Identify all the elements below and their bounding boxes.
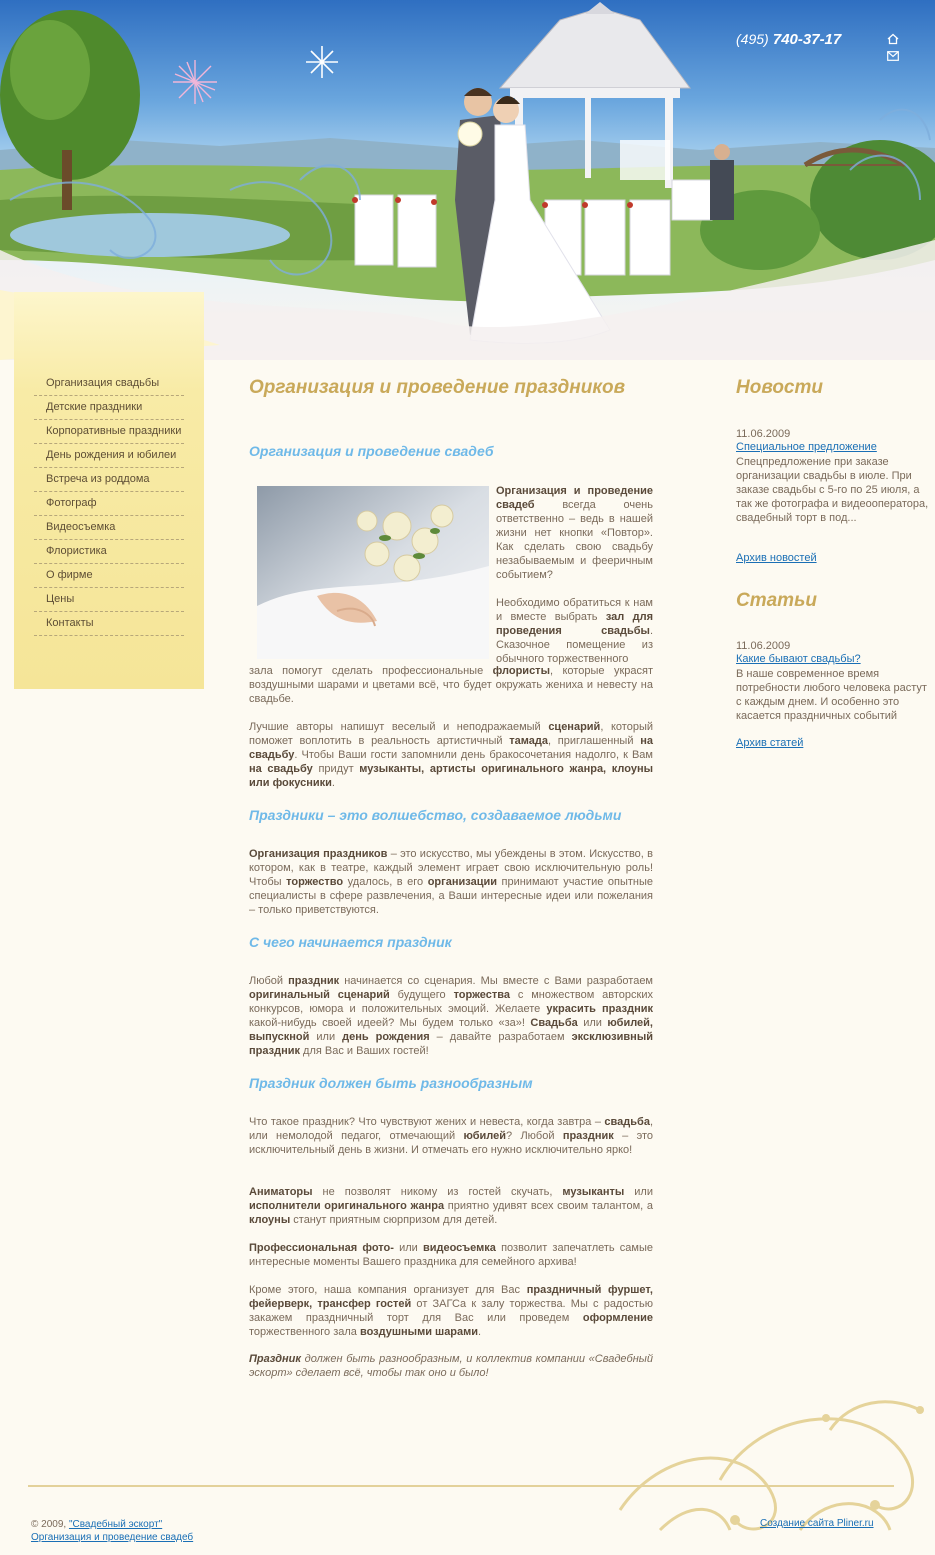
articles-text: В наше современное время потребности любого человека растут с каждым днем. И особенно это касается праздничных событий [736,668,927,722]
text-span: какой-нибудь своей идеей? Мы будем только «за»! [249,1017,531,1029]
copyright [31,1518,193,1544]
text-span: приятно удивят всех своим талантом, а [444,1200,653,1212]
menu-item-kids[interactable]: Детские праздники [34,396,184,420]
intro-text-3: . Сказочное помещение из обычного торжественного [496,625,653,665]
bold-span: украсить праздник [546,1003,653,1015]
text-span: или [393,1242,423,1254]
paragraph-animators [249,1185,653,1227]
bold-span: Профессиональная фото- [249,1242,394,1254]
intro-text [496,484,653,666]
bold-span: оформление [582,1312,653,1324]
menu-item-contacts[interactable]: Контакты [34,612,184,636]
bold-span: исполнители оригинального жанра [249,1200,445,1212]
menu-item-maternity[interactable]: Встреча из роддома [34,468,184,492]
text-span: станут приятным сюрпризом для детей. [290,1214,498,1226]
text-span: не позволят никому из гостей скучать, [312,1186,563,1198]
bold-span: Свадьба [530,1017,578,1029]
menu-item-wedding[interactable]: Организация свадьбы [34,372,184,396]
text-span: Что такое праздник? Что чувствуют жених и невеста, когда завтра – [249,1116,605,1128]
intro-bold-2: зал для проведения свадьбы [496,611,653,637]
text-span: . [478,1326,482,1338]
text-span: , приглашенный [547,735,641,747]
section-title-magic: Праздники – это волшебство, создаваемое людьми [249,807,622,823]
phone-number [736,31,841,48]
page-title: Организация и проведение праздников [249,377,626,398]
menu-item-about[interactable]: О фирме [34,564,184,588]
text-span: , или немолодой педагог, отмечающий [249,1116,653,1142]
text-span: от ЗАГСа к залу торжества. Мы с радостью закажем праздничный торт для Вас или проведем [249,1298,653,1324]
bold-span: юбилей [463,1130,506,1142]
bold-span: свадьба [604,1116,650,1128]
text-span: принимают участие опытные специалисты в сфере развлечения, а Ваши интересные идеи или пожелания – только приветствуются. [249,876,653,916]
bold-span: на свадьбу [249,735,653,761]
text-span: или [577,1017,608,1029]
text-span: будущего [389,989,454,1001]
bold-span: воздушными шарами [359,1326,479,1338]
menu-item-birthday[interactable]: День рождения и юбилеи [34,444,184,468]
footer-divider [28,1485,894,1487]
paragraph-authors [249,720,653,790]
menu-item-prices[interactable]: Цены [34,588,184,612]
mail-icon[interactable] [887,51,899,61]
menu-item-corporate[interactable]: Корпоративные праздники [34,420,184,444]
text-span: начинается со сценария. Мы вместе с Вами разработаем [339,975,653,987]
text-span: должен быть разнообразным, и коллектив компании «Свадебный эскорт» сделает всё, чтобы так оно и было! [249,1353,653,1379]
text-span: – это исключительный день в жизни. И отмечать его нужно исключительно ярко! [249,1130,653,1156]
menu-item-video[interactable]: Видеосъемка [34,516,184,540]
text-span: с множеством авторских конкурсов, юмора и положительных эмоций. Желаете [249,989,653,1015]
text-span: Лучшие авторы напишут веселый и неподражаемый [249,721,549,733]
news-title: Новости [736,377,824,398]
bold-span: тамада [509,735,548,747]
section-title-weddings: Организация и проведение свадеб [249,443,494,459]
text-span: зала помогут сделать профессиональные [249,665,493,677]
articles-title: Статьи [736,590,817,611]
paragraph-florists [249,664,653,706]
bold-span: торжества [453,989,510,1001]
news-date: 11.06.2009 [736,428,791,440]
wedding-bouquet-photo [257,486,489,659]
bold-span: праздник [288,975,340,987]
paragraph-closing [249,1352,653,1380]
bold-span: сценарий [548,721,601,733]
text-span: – давайте разработаем [429,1031,572,1043]
text-span: придут [312,763,360,775]
articles-archive-link[interactable]: Архив статей [736,737,804,749]
menu-item-photographer[interactable]: Фотограф [34,492,184,516]
bold-span: эксклюзивный праздник [249,1031,653,1057]
phone-digits: 740-37-17 [772,31,842,48]
paragraph-extras [249,1283,653,1339]
news-archive-link[interactable]: Архив новостей [736,552,817,564]
section-title-variety: Праздник должен быть разнообразным [249,1075,533,1091]
text-span: . Чтобы Ваши гости запомнили день бракосочетания надолго, к Вам [294,749,653,761]
home-icon[interactable] [887,33,899,45]
text-span: Любой [249,975,289,987]
articles-date: 11.06.2009 [736,640,791,652]
bold-span: Аниматоры [249,1186,313,1198]
paragraph-scenario [249,974,653,1058]
bold-span: флористы [492,665,550,677]
intro-text-2: Необходимо обратиться к нам и вместе выбрать [496,597,653,623]
company-link[interactable]: "Свадебный эскорт" [68,1519,163,1530]
articles-link[interactable]: Какие бывают свадьбы? [736,653,861,665]
bold-span: оригинальный сценарий [249,989,390,1001]
text-span: удалось, в его [343,876,428,888]
section-title-start: С чего начинается праздник [249,934,452,950]
tagline-link[interactable]: Организация и проведение свадеб [31,1532,194,1543]
text-span: – это искусство, мы убеждены в этом. Искусство, в котором, как в театре, каждый элемент играет свою исключительную роль! Чтобы [249,848,653,888]
intro-text-1: всегда очень ответственно – ведь в нашей жизни нет кнопки «Повтор». Как сделать свою свадьбу незабываемым и фееричным событием? [496,499,653,581]
bold-span: Организация праздников [249,848,388,860]
text-span: ? Любой [505,1130,563,1142]
bold-span: юбилей, выпускной [249,1017,653,1043]
site-maker-link[interactable]: Создание сайта Pliner.ru [760,1518,874,1529]
bold-span: музыканты, артисты оригинального жанра, клоуны или фокусники [249,763,653,789]
text-span: , который поможет воплотить в реальность артистичный [249,721,653,747]
phone-code: (495) [736,31,769,47]
text-span: , которые украсят воздушными шарами и цветами всё, что будет окружать жениха и невесту на свадьбе. [249,665,653,705]
bold-span: торжество [286,876,344,888]
text-span: Кроме этого, наша компания организует для Вас [249,1284,527,1296]
bold-span: музыканты [562,1186,625,1198]
news-text: Спецпредложение при заказе организации свадьбы в июле. При заказе свадьбы с 5-го по 25 июля, а так же фотографа и видеооператора, свадебный торт в под... [736,456,929,524]
menu-item-floristics[interactable]: Флористика [34,540,184,564]
intro-bold: Организация и проведение свадеб [496,485,653,511]
text-span: . [331,777,335,789]
bold-span: праздничный фуршет, фейерверк, трансфер гостей [249,1284,653,1310]
paragraph-what-is [249,1115,653,1157]
bold-span: день рождения [342,1031,430,1043]
text-span: торжественного зала [249,1326,360,1338]
footer-ornament [600,1390,935,1555]
text-span: или [309,1031,343,1043]
main-menu [34,372,184,636]
text-span: позволит запечатлеть самые интересные моменты Вашего праздника для семейного архива! [249,1242,654,1268]
bold-span: видеосъемка [422,1242,496,1254]
copyright-text: © 2009, [31,1519,69,1530]
bold-span: праздник [562,1130,614,1142]
paragraph-art [249,847,653,917]
bold-span: клоуны [249,1214,291,1226]
text-span: или [624,1186,653,1198]
paragraph-photo-video [249,1241,653,1269]
bold-span: Праздник [249,1353,301,1365]
news-link[interactable]: Специальное предложение [736,441,877,453]
text-span: для Вас и Ваших гостей! [299,1045,429,1057]
bold-span: на свадьбу [249,763,313,775]
bold-span: организации [427,876,497,888]
